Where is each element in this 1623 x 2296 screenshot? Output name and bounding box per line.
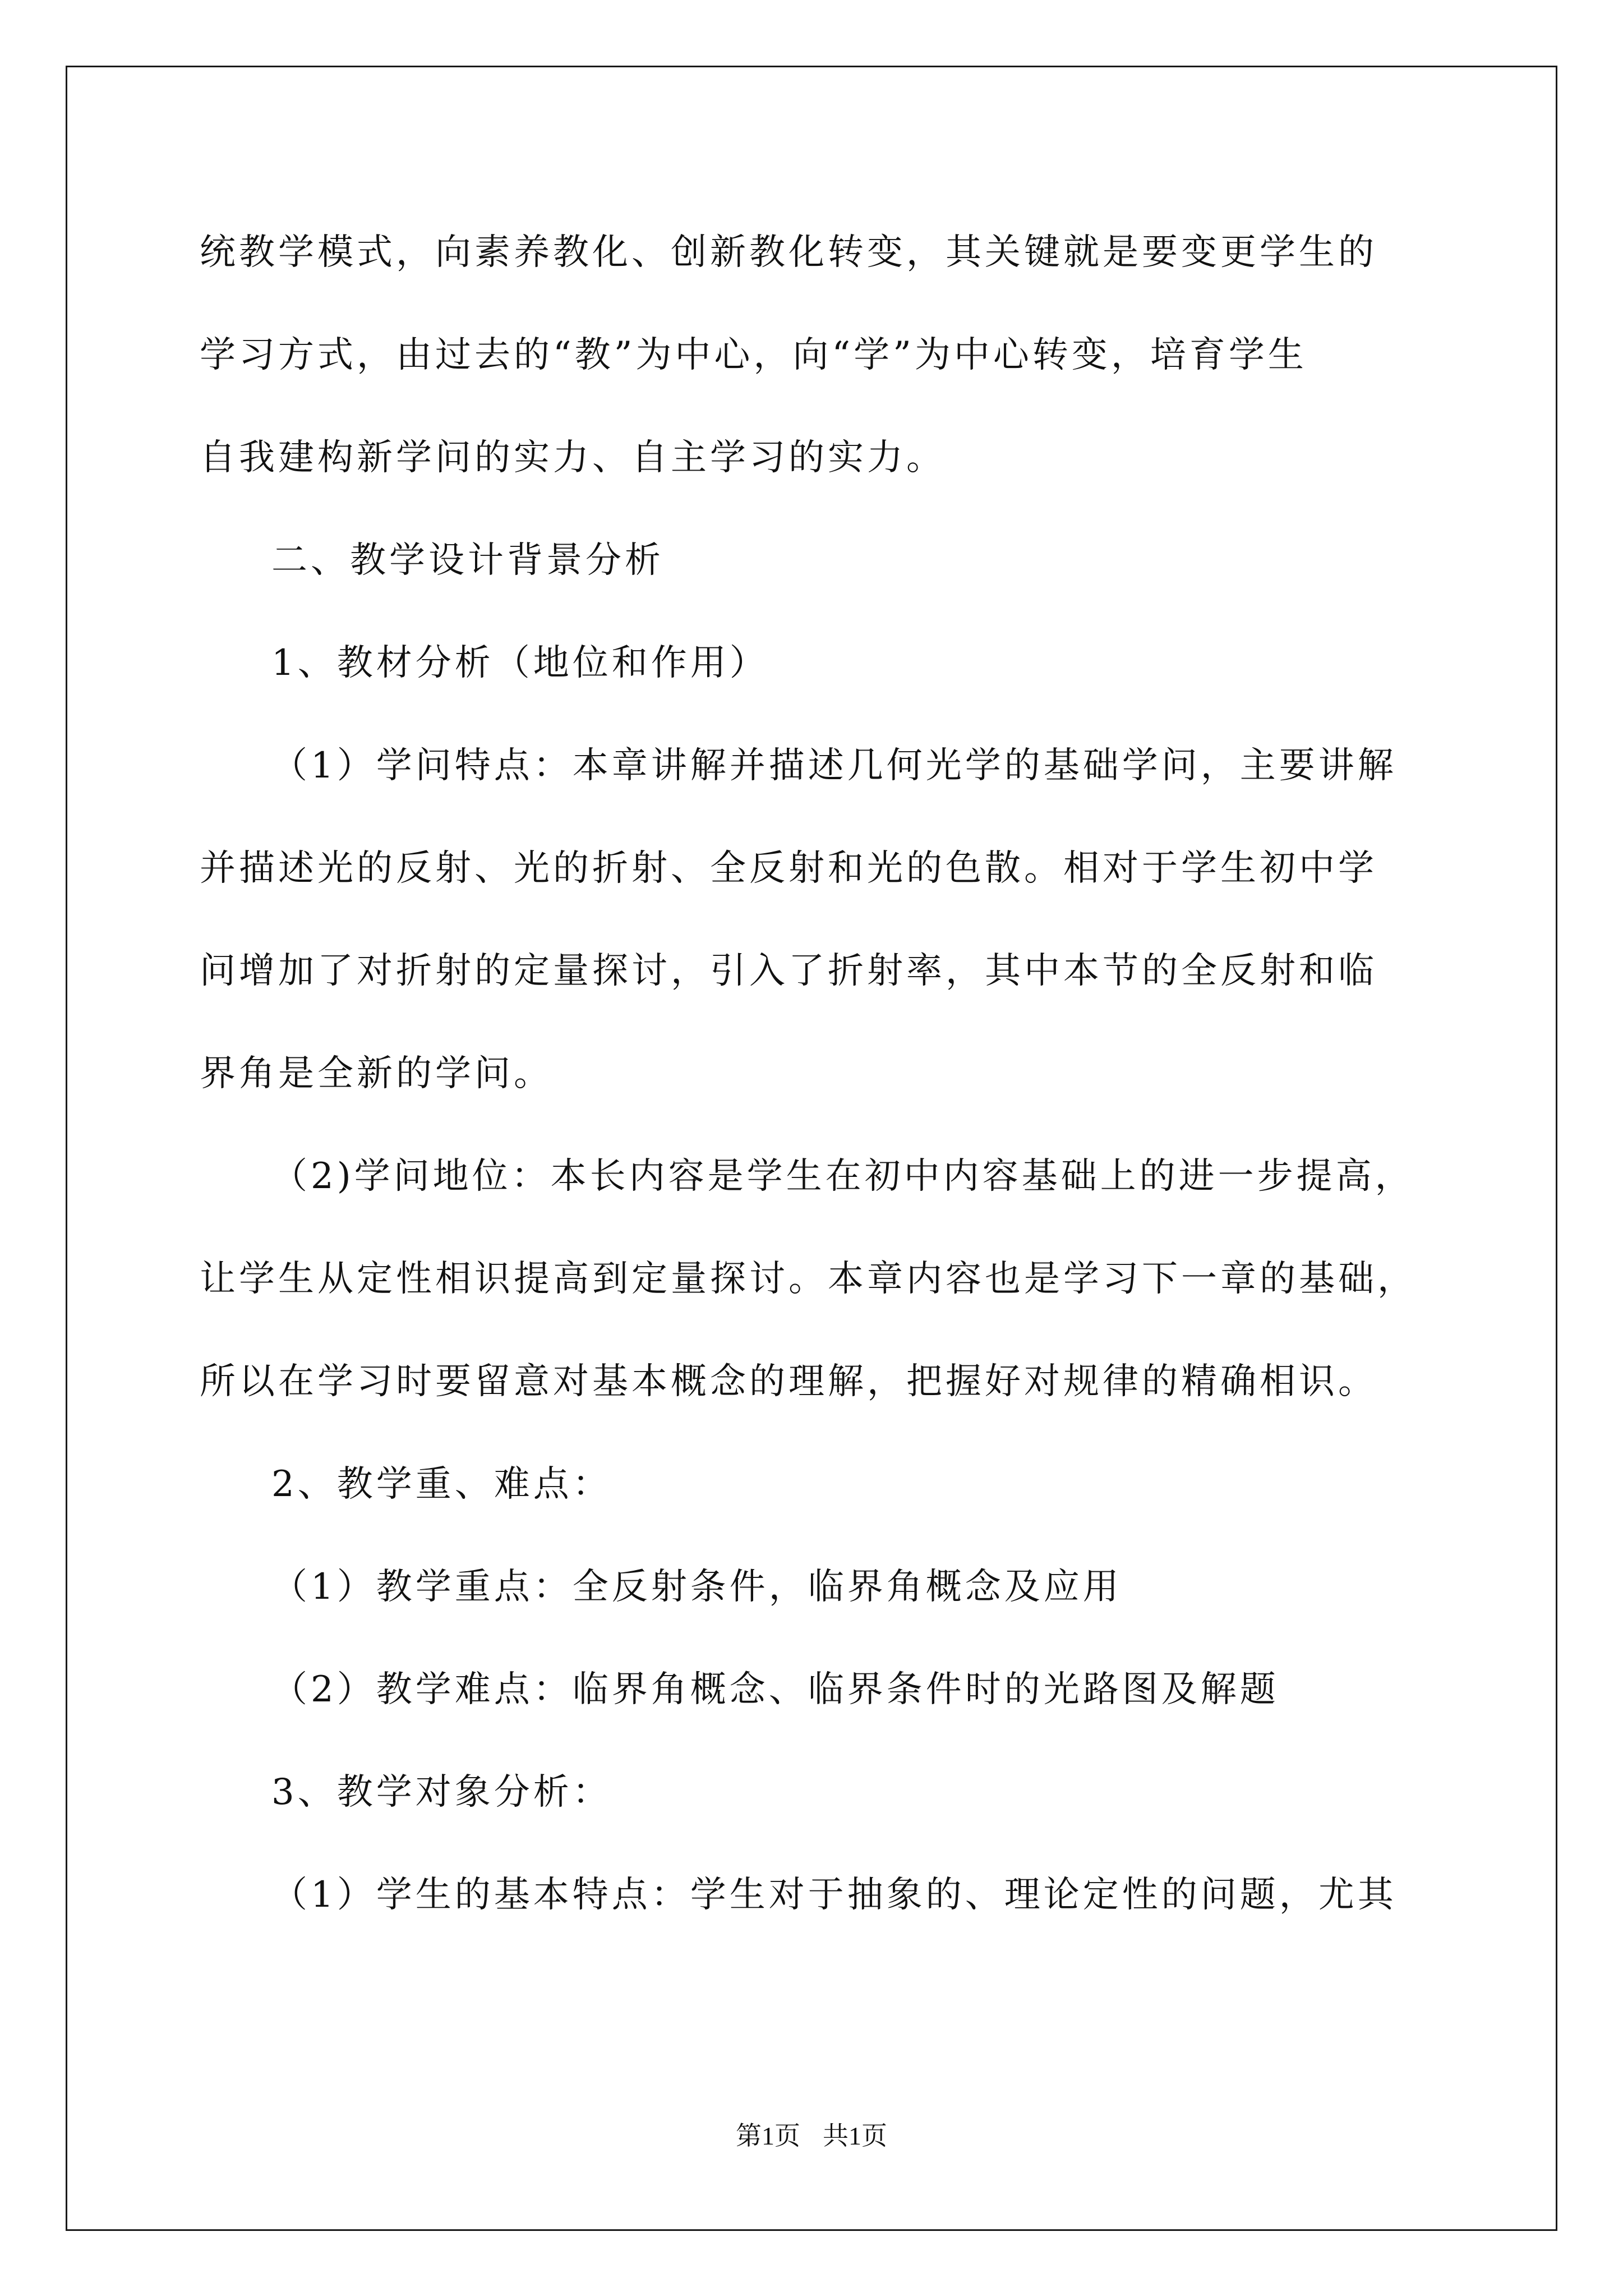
paragraph-line: （1）教学重点：全反射条件，临界角概念及应用 xyxy=(271,1566,1122,1608)
paragraph-line: 学习方式，由过去的“教”为中心，向“学”为中心转变，培育学生 xyxy=(200,334,1307,376)
paragraph-line: 让学生从定性相识提高到定量探讨。本章内容也是学习下一章的基础， xyxy=(200,1258,1417,1300)
paragraph-line: 所以在学习时要留意对基本概念的理解，把握好对规律的精确相识。 xyxy=(200,1361,1377,1402)
paragraph-line: 统教学模式，向素养教化、创新教化转变，其关键就是要变更学生的 xyxy=(200,232,1377,273)
subsection-heading: 1、教材分析（地位和作用） xyxy=(271,642,769,684)
paragraph-line: （2）教学难点：临界角概念、临界条件时的光路图及解题 xyxy=(271,1669,1279,1710)
paragraph-line: 界角是全新的学问。 xyxy=(200,1053,553,1094)
section-heading: 二、教学设计背景分析 xyxy=(271,540,664,581)
page-number: 第1页 xyxy=(736,2122,800,2150)
paragraph-line: （2)学问地位：本长内容是学生在初中内容基础上的进一步提高， xyxy=(271,1156,1414,1197)
paragraph-line: 自我建构新学问的实力、自主学习的实力。 xyxy=(200,437,946,478)
subsection-heading: 3、教学对象分析： xyxy=(271,1772,612,1813)
paragraph-line: （1）学生的基本特点：学生对于抽象的、理论定性的问题，尤其 xyxy=(271,1874,1397,1916)
subsection-heading: 2、教学重、难点： xyxy=(271,1464,612,1505)
paragraph-line: 问增加了对折射的定量探讨，引入了折射率，其中本节的全反射和临 xyxy=(200,950,1377,992)
paragraph-line: （1）学问特点：本章讲解并描述几何光学的基础学问，主要讲解 xyxy=(271,745,1397,786)
paragraph-line: 并描述光的反射、光的折射、全反射和光的色散。相对于学生初中学 xyxy=(200,848,1377,889)
page-total: 共1页 xyxy=(823,2122,887,2150)
page-footer xyxy=(0,2119,1623,2153)
